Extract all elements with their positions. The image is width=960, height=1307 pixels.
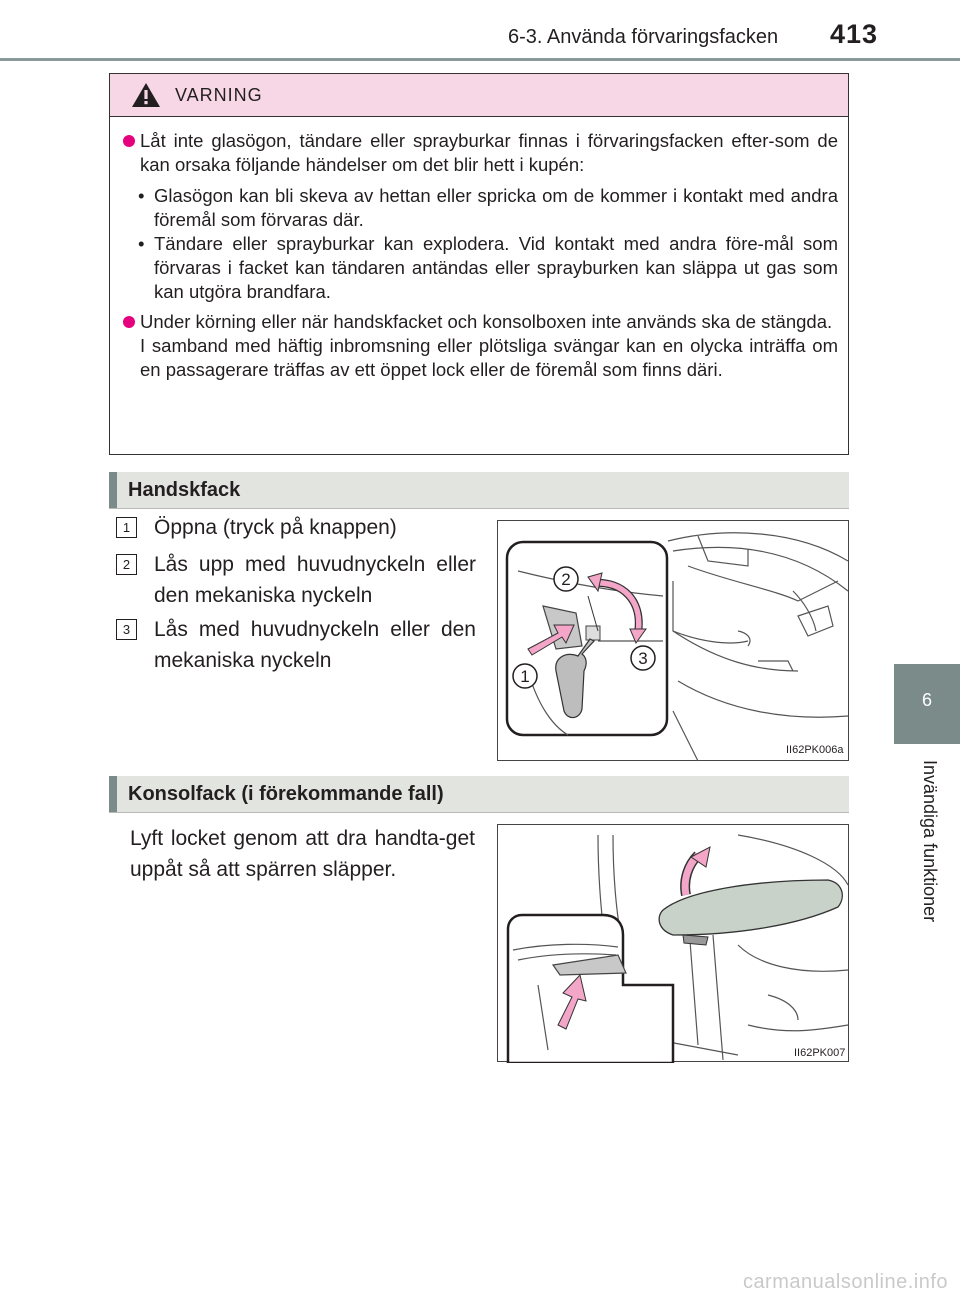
section-bar <box>109 472 117 508</box>
console-illustration <box>497 824 849 1062</box>
header-section-title: 6-3. Använda förvaringsfacken <box>508 26 779 48</box>
warning-subitem <box>123 232 838 304</box>
bullet-icon: • <box>138 233 145 254</box>
page-number: 413 <box>830 19 879 49</box>
footer <box>0 1258 960 1307</box>
warning-item-text: I samband med häftig inbromsning eller plötsliga svängar kan en olycka inträffa om en passagerare träffas av ett öppet lock eller de föremål som finns däri. <box>140 335 838 380</box>
step-item <box>116 512 476 543</box>
chapter-title-vertical <box>914 760 944 960</box>
console-drawing <box>498 825 850 1063</box>
callout-3 <box>631 646 655 670</box>
section-heading-console <box>109 776 849 813</box>
header-divider <box>0 58 960 61</box>
glovebox-illustration <box>497 520 849 761</box>
callout-label: 1 <box>520 667 530 686</box>
warning-item-text: Låt inte glasögon, tändare eller sprayburkar finnas i förvaringsfacken efter-som de kan orsaka följande händelser om det blir hett i kupén: <box>140 130 838 175</box>
warning-subitem-text: Glasögon kan bli skeva av hettan eller spricka om de kommer i kontakt med andra föremål som förvaras där. <box>154 185 838 230</box>
bullet-dot-icon <box>123 316 135 328</box>
section-title: Handskfack <box>128 479 241 501</box>
warning-subitem <box>123 184 838 232</box>
section-title: Konsolfack (i förekommande fall) <box>128 783 444 805</box>
step-text: Lås upp med huvudnyckeln eller den mekaniska nyckeln <box>154 553 476 607</box>
callout-1 <box>513 664 537 688</box>
step-number: 1 <box>116 517 137 538</box>
step-text: Lås med huvudnyckeln eller den mekaniska nyckeln <box>154 618 476 672</box>
warning-item <box>123 129 838 177</box>
figure-code: II62PK007 <box>794 1047 846 1059</box>
callout-label: 2 <box>561 570 571 589</box>
step-number: 3 <box>116 619 137 640</box>
chapter-title: Invändiga funktioner <box>920 760 940 923</box>
figure-code: II62PK006a <box>786 744 844 756</box>
warning-subitem-text: Tändare eller sprayburkar kan explodera. Vid kontakt med andra före-mål som förvaras i facket kan tändaren antändas eller sprayburken kan släppa ut gas som kan utgöra brandfara. <box>154 233 838 302</box>
callout-label: 3 <box>638 649 648 668</box>
bullet-icon: • <box>138 185 145 206</box>
console-instruction: Lyft locket genom att dra handta-get uppåt så att spärren släpper. <box>130 827 475 881</box>
warning-body <box>110 117 848 382</box>
warning-title: VARNING <box>175 85 263 105</box>
bullet-dot-icon <box>123 135 135 147</box>
glovebox-drawing <box>498 521 850 762</box>
warning-item <box>123 310 838 382</box>
step-text: Öppna (tryck på knappen) <box>154 516 397 539</box>
step-item <box>116 614 476 676</box>
warning-box <box>109 73 849 455</box>
step-number: 2 <box>116 554 137 575</box>
chapter-tab: 6 <box>894 664 960 744</box>
section-bar <box>109 776 117 812</box>
section-heading-glovebox <box>109 472 849 509</box>
callout-2 <box>554 567 578 591</box>
warning-triangle-icon <box>131 82 161 108</box>
step-item <box>116 549 476 611</box>
warning-header <box>110 74 848 117</box>
warning-item-text: Under körning eller när handskfacket och konsolboxen inte används ska de stängda. <box>140 311 833 332</box>
watermark-text: carmanualsonline.info <box>742 1271 948 1293</box>
